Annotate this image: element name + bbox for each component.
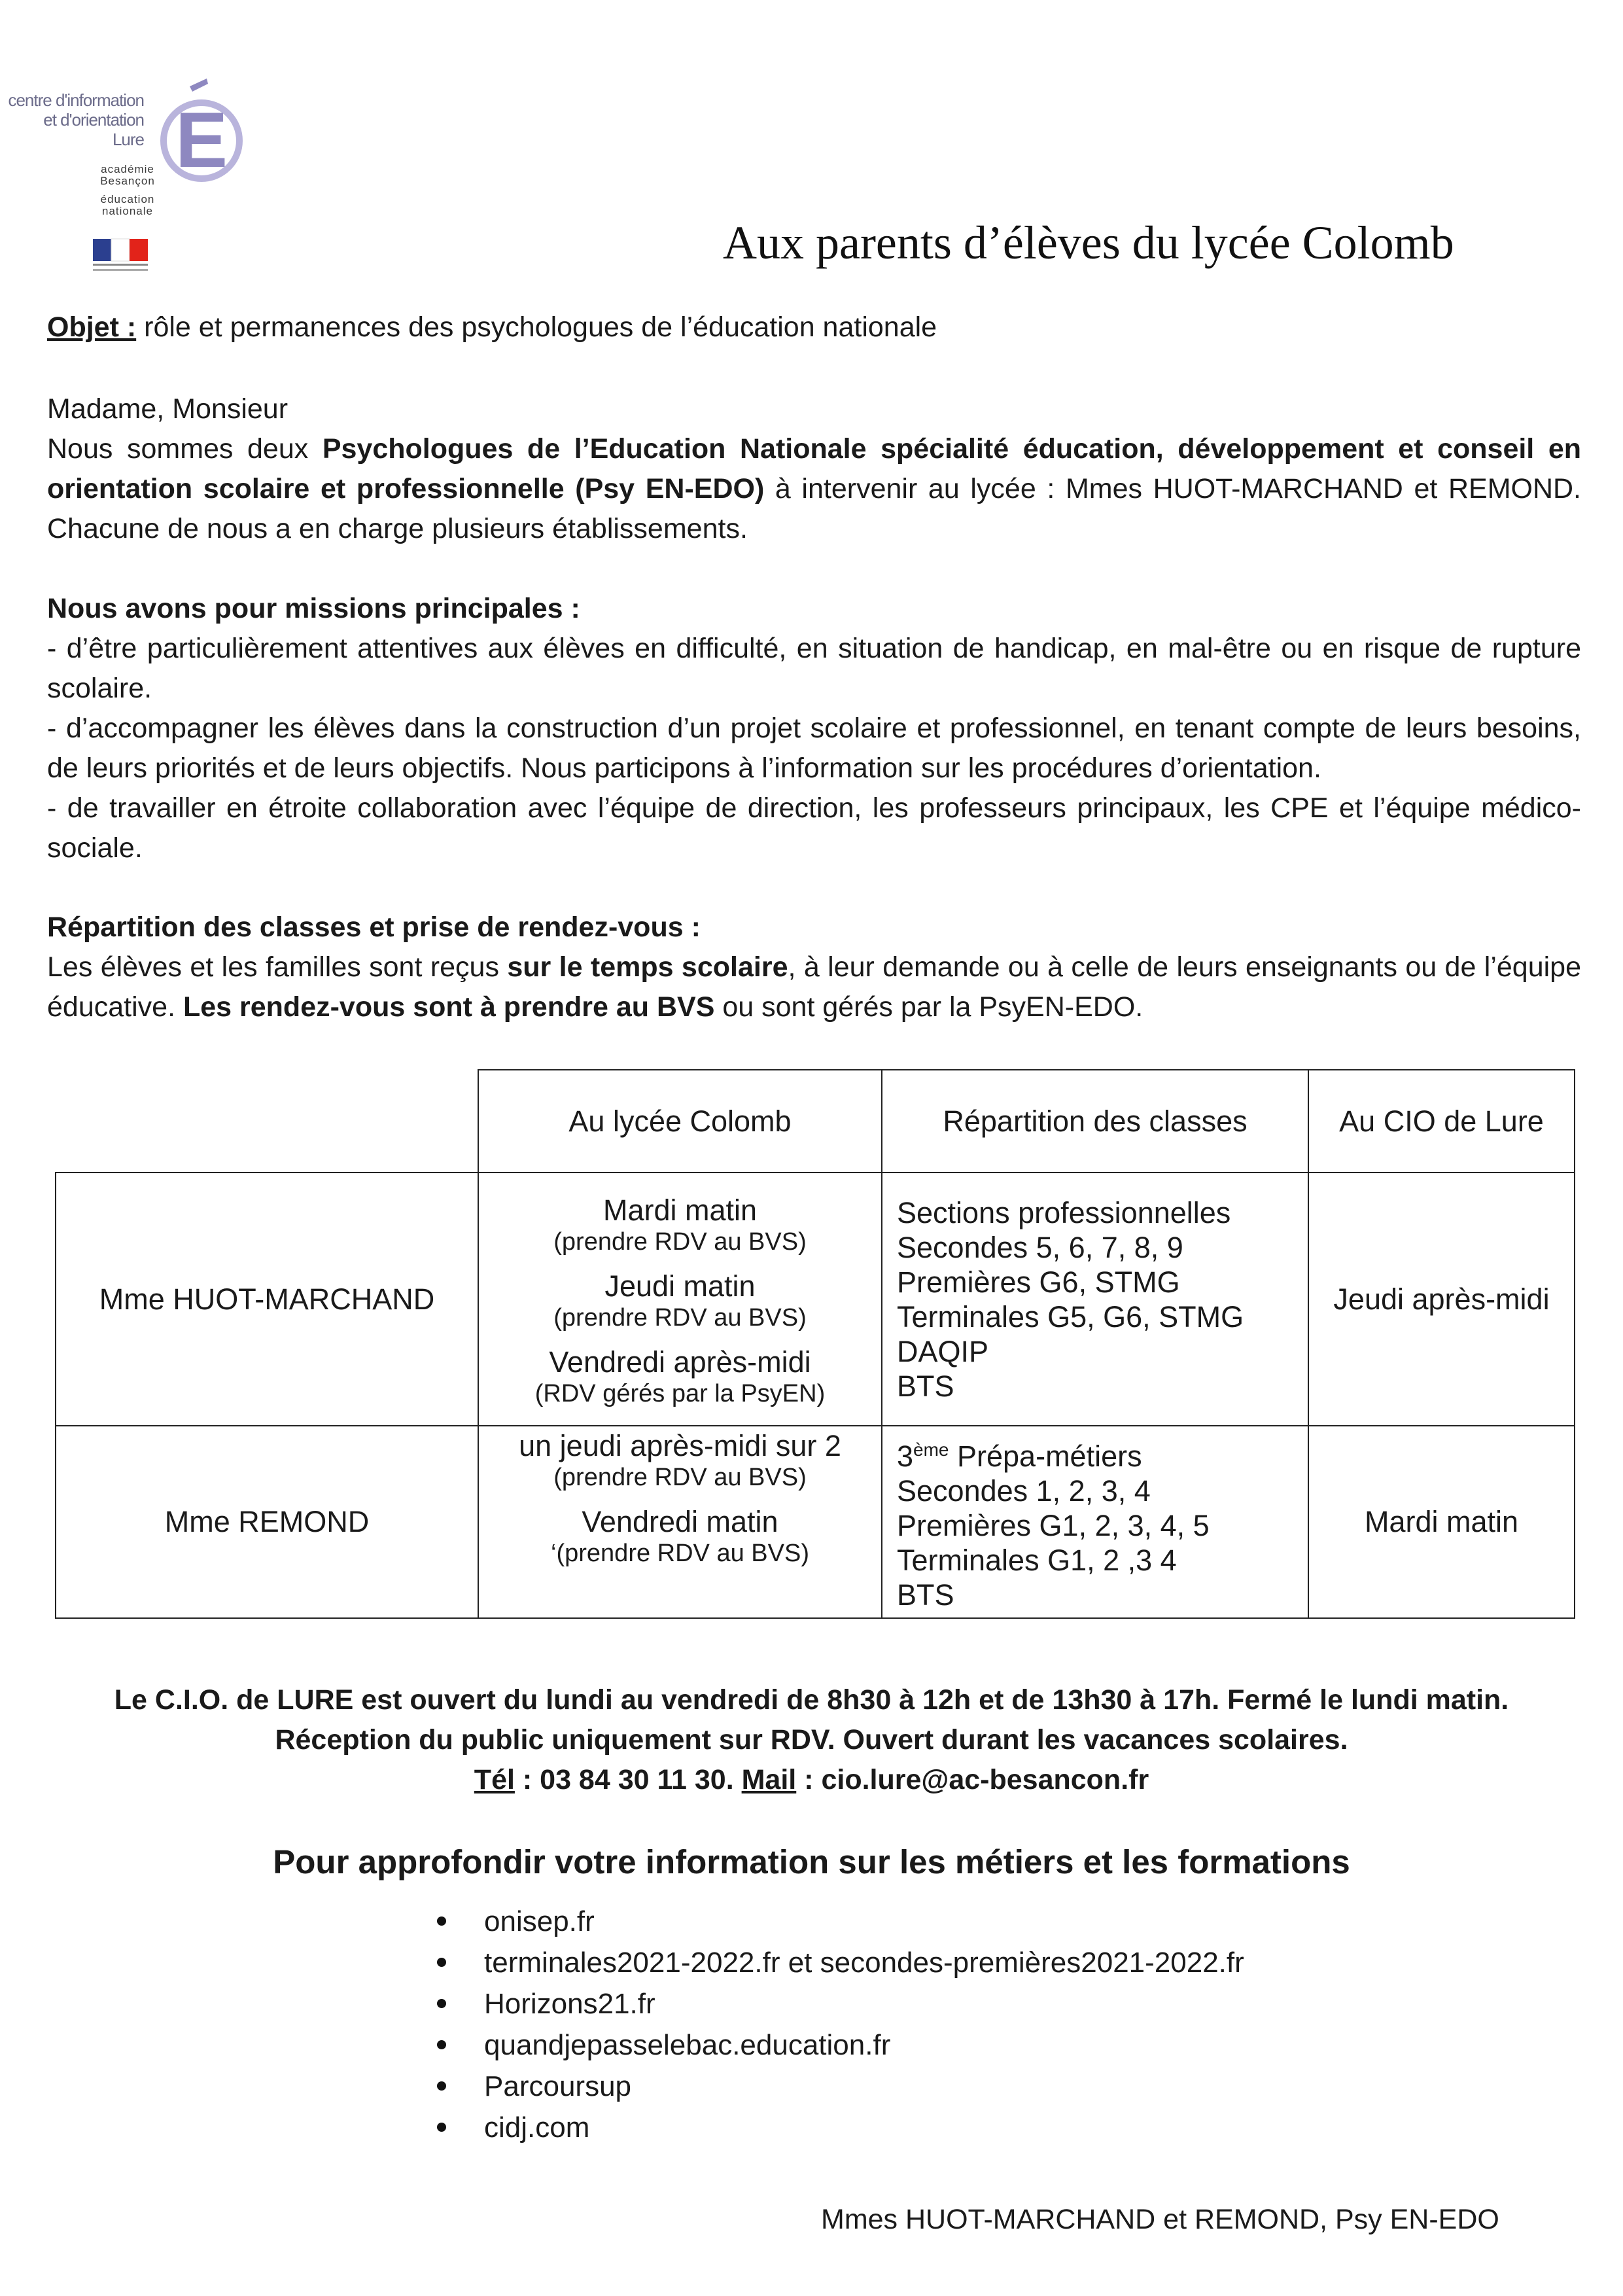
logo-line-1: centre d'information [8,90,144,110]
lycee-slots [478,1173,882,1426]
missions-list [47,629,1581,868]
slot: Vendredi matin ‘(prendre RDV au BVS) [551,1505,809,1567]
mission-item: - d’accompagner les élèves dans la construction d’un projet scolaire et professionnel, en tenant compte de leurs besoins, de leurs priorités et de leurs objectifs. Nous participons à l’information sur les procédures d’orientation. [47,713,1581,784]
logo-line-2: et d'orientation [43,110,144,130]
cio-hours: Le C.I.O. de LURE est ouvert du lundi au vendredi de 8h30 à 12h et de 13h30 à 17h. Fermé le lundi matin. [114,1684,1509,1716]
salutation: Madame, Monsieur [47,393,288,425]
slot: Jeudi matin (prendre RDV au BVS) [553,1269,807,1332]
tel-value: : 03 84 30 11 30. [514,1764,742,1795]
links-heading: Pour approfondir votre information sur les métiers et les formations [273,1843,1350,1881]
classes-list: 3ème Prépa-métiers Secondes 1, 2, 3, 4 Premières G1, 2, 3, 4, 5 Terminales G1, 2 ,3 4 BTS [882,1426,1308,1618]
mail-value: : cio.lure@ac-besancon.fr [796,1764,1149,1795]
table-corner [56,1070,478,1173]
intro-bold: Psychologues de l’Education Nationale spécialité éducation, développement et conseil en orientation scolaire et professionnelle (Psy EN-EDO) [47,433,1582,504]
header-lycee: Au lycée Colomb [478,1070,882,1173]
list-item: terminales2021-2022.fr et secondes-premières2021-2022.fr [419,1942,1244,1983]
bullet-icon [437,1999,446,2008]
slot: Mardi matin (prendre RDV au BVS) [553,1193,807,1256]
objet-line [47,308,1581,347]
repartition-heading: Répartition des classes et prise de rendez-vous : [47,911,701,943]
republique-flag-icon [93,226,198,304]
academie-label: académie Besançon éducation nationale [100,163,155,217]
e-letter-logo-icon [156,79,254,183]
list-item: cidj.com [419,2107,1244,2148]
slot: un jeudi après-midi sur 2 (prendre RDV au BVS) [519,1429,841,1491]
mission-item: - d’être particulièrement attentives aux élèves en difficulté, en situation de handicap, en mal-être ou en risque de rupture scolaire. [47,633,1581,704]
mail-label: Mail [741,1764,797,1795]
mission-item: - de travailler en étroite collaboration avec l’équipe de direction, les professeurs principaux, les CPE et l’équipe médico-sociale. [47,792,1581,864]
cio-contact [0,1760,1623,1800]
intro-paragraph: Nous sommes deux Psychologues de l’Education Nationale spécialité éducation, développement et conseil en orientation scolaire et professionnelle (Psy EN-EDO) à intervenir au lycée : Mmes HUOT-MARCHAND et REMOND. Chacune de nous a en charge plusieurs établissements. [47,433,1582,544]
page-title: Aux parents d’élèves du lycée Colomb [723,217,1454,269]
links-list [419,1901,1244,2148]
bullet-icon [437,1958,446,1967]
table-row [56,1426,1575,1618]
slot: Vendredi après-midi (RDV gérés par la PsyEN) [534,1345,826,1407]
schedule-table [55,1069,1575,1619]
table-header-row [56,1070,1575,1173]
bullet-icon [437,2081,446,2091]
psy-name: Mme REMOND [56,1426,478,1618]
cio-reception: Réception du public uniquement sur RDV. Ouvert durant les vacances scolaires. [275,1724,1348,1756]
header-cio: Au CIO de Lure [1308,1070,1575,1173]
signature: Mmes HUOT-MARCHAND et REMOND, Psy EN-EDO [821,2204,1499,2235]
list-item: Parcoursup [419,2066,1244,2107]
cio-slot: Jeudi après-midi [1308,1173,1575,1426]
objet-label: Objet : [47,311,137,343]
list-item: Horizons21.fr [419,1983,1244,2024]
bullet-icon [437,2123,446,2132]
classes-list: Sections professionnelles Secondes 5, 6, 7, 8, 9 Premières G6, STMG Terminales G5, G6, STMG DAQIP BTS [882,1173,1308,1426]
missions-heading: Nous avons pour missions principales : [47,593,580,624]
lycee-slots [478,1426,882,1618]
tel-label: Tél [474,1764,515,1795]
svg-text:E: E [175,96,228,183]
objet-text: rôle et permanences des psychologues de l’éducation nationale [136,311,937,343]
repartition-paragraph: Les élèves et les familles sont reçus sur le temps scolaire, à leur demande ou à celle de leurs enseignants ou de l’équipe éducative. Les rendez-vous sont à prendre au BVS ou sont gérés par la PsyEN-EDO. [47,951,1581,1023]
cio-slot: Mardi matin [1308,1426,1575,1618]
header-classes: Répartition des classes [882,1070,1308,1173]
bullet-icon [437,1916,446,1926]
list-item: quandjepasselebac.education.fr [419,2024,1244,2066]
table-row [56,1173,1575,1426]
list-item: onisep.fr [419,1901,1244,1942]
logo-line-3: Lure [112,130,144,149]
bullet-icon [437,2040,446,2049]
psy-name: Mme HUOT-MARCHAND [56,1173,478,1426]
cio-logo [8,52,228,268]
